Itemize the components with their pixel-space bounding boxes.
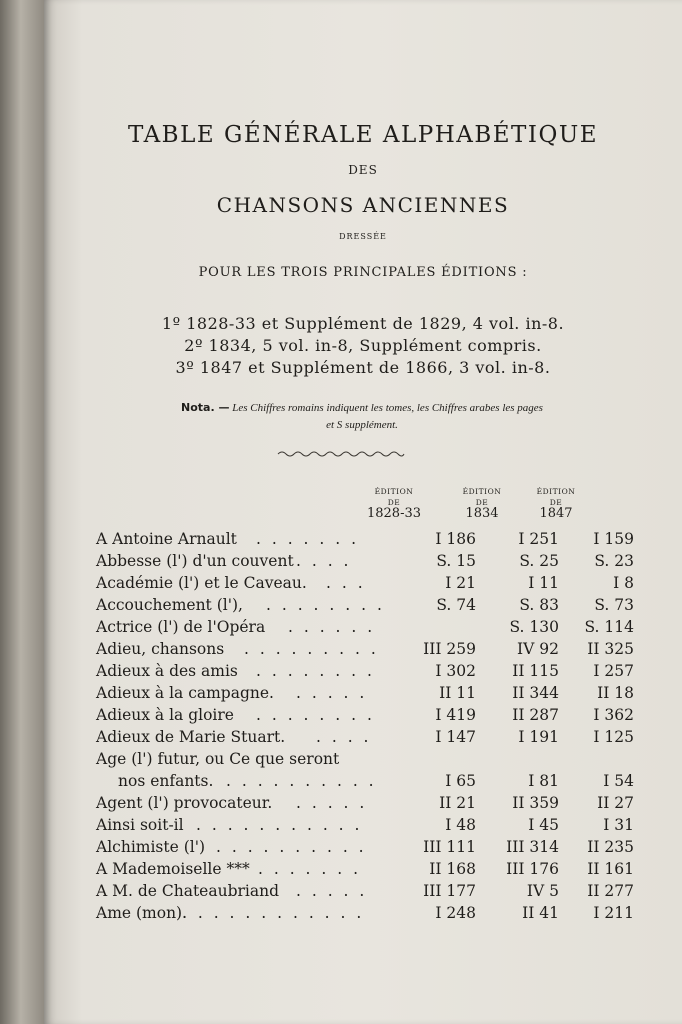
ref-1847: I 159 — [593, 530, 634, 548]
ref-1828: S. 74 — [436, 596, 476, 614]
column-header-1828 — [354, 486, 434, 519]
editions-heading: POUR LES TROIS PRINCIPALES ÉDITIONS : — [198, 265, 528, 280]
column-de-label: DE — [387, 498, 401, 507]
ref-1834: II 115 — [512, 662, 559, 680]
song-title: Actrice (l') de l'Opéra — [96, 618, 266, 636]
song-title: Adieux de Marie Stuart. — [96, 728, 286, 746]
leader-dots: . . . . . . . . . . — [216, 838, 367, 856]
ref-1847: I 8 — [613, 574, 634, 592]
edition-line-1: 1º 1828-33 et Supplément de 1829, 4 vol. in-8. — [161, 314, 565, 333]
column-header-1834 — [442, 486, 522, 519]
leader-dots: . . . . . — [296, 794, 368, 812]
ref-1847: I 362 — [593, 706, 634, 724]
table-row — [96, 662, 656, 684]
ref-1847: S. 23 — [594, 552, 634, 570]
ref-1828: I 302 — [435, 662, 476, 680]
title-dressee: DRESSÉE — [339, 232, 387, 241]
table-row — [96, 552, 656, 574]
ref-1828: III 111 — [423, 838, 476, 856]
song-title: Adieux à la campagne. — [96, 684, 274, 702]
nota-line-2: et S supplément. — [326, 419, 398, 431]
table-row — [96, 882, 656, 904]
ref-1834: IV 92 — [517, 640, 559, 658]
song-title: A Antoine Arnault — [96, 530, 237, 548]
song-title: Adieux à des amis — [96, 662, 238, 680]
ref-1834: III 176 — [506, 860, 559, 878]
column-edition-label: ÉDITION — [374, 487, 414, 496]
leader-dots: . . . . — [296, 552, 352, 570]
ref-1847: I 54 — [603, 772, 634, 790]
ref-1834: III 314 — [506, 838, 559, 856]
ref-1847: I 257 — [593, 662, 634, 680]
ref-1828: I 419 — [435, 706, 476, 724]
nota-line-1: Les Chiffres romains indiquent les tomes, les Chiffres arabes les pages — [232, 402, 543, 414]
ref-1828: I 21 — [445, 574, 476, 592]
song-title: Accouchement (l'), — [96, 596, 243, 614]
ref-1828: I 48 — [445, 816, 476, 834]
ref-1847: II 27 — [597, 794, 634, 812]
song-title: Académie (l') et le Caveau. — [96, 574, 307, 592]
column-year: 1847 — [539, 506, 573, 521]
table-row — [96, 640, 656, 662]
song-title: nos enfants. — [118, 772, 214, 790]
table-row — [96, 860, 656, 882]
leader-dots: . . . . . . — [288, 618, 376, 636]
ref-1828: I 147 — [435, 728, 476, 746]
ref-1847: S. 114 — [584, 618, 634, 636]
edition-line-2: 2º 1834, 5 vol. in-8, Supplément compris. — [184, 336, 542, 355]
song-title: Adieux à la gloire — [96, 706, 234, 724]
leader-dots: . . . . . — [296, 882, 368, 900]
page-title: TABLE GÉNÉRALE ALPHABÉTIQUE — [127, 122, 599, 148]
leader-dots: . . . . . . . . — [266, 596, 385, 614]
ref-1828: I 248 — [435, 904, 476, 922]
leader-dots: . . . . . . . . . . — [226, 772, 377, 790]
song-title: A Mademoiselle *** — [96, 860, 250, 878]
table-row — [96, 684, 656, 706]
left-page-edge — [0, 0, 46, 1024]
ref-1847: I 125 — [593, 728, 634, 746]
column-de-label: DE — [549, 498, 563, 507]
ref-1828: III 177 — [423, 882, 476, 900]
ref-1834: IV 5 — [526, 882, 559, 900]
ref-1847: II 161 — [587, 860, 634, 878]
leader-dots: . . . . . . . . . . . . — [182, 904, 365, 922]
column-de-label: DE — [475, 498, 489, 507]
leader-dots: . . . . . . . . — [256, 662, 375, 680]
leader-dots: . . . . . — [296, 684, 368, 702]
nota-note — [112, 399, 612, 434]
ref-1834: I 191 — [518, 728, 559, 746]
table-row — [96, 794, 656, 816]
column-edition-label: ÉDITION — [536, 487, 576, 496]
ref-1847: I 31 — [603, 816, 634, 834]
ref-1828: II 11 — [439, 684, 476, 702]
song-title: Abbesse (l') d'un couvent — [96, 552, 294, 570]
ref-1847: II 325 — [587, 640, 634, 658]
ref-1834: S. 130 — [509, 618, 559, 636]
table-row — [96, 750, 656, 772]
leader-dots: . . . . . . . — [258, 860, 362, 878]
song-title: Ainsi soit-il — [96, 816, 184, 834]
leader-dots: . . . . . . . . . . . — [196, 816, 363, 834]
leader-dots: . . . — [326, 574, 366, 592]
table-row — [96, 596, 656, 618]
table-row — [96, 838, 656, 860]
ref-1834: II 41 — [522, 904, 559, 922]
ref-1828: II 21 — [439, 794, 476, 812]
song-title: A M. de Chateaubriand — [96, 882, 280, 900]
ref-1834: I 45 — [528, 816, 559, 834]
table-row — [96, 816, 656, 838]
book-page — [44, 0, 682, 1024]
song-title: Age (l') futur, ou Ce que seront — [96, 750, 340, 768]
ref-1834: S. 83 — [519, 596, 559, 614]
ref-1834: I 251 — [518, 530, 559, 548]
ref-1834: I 11 — [528, 574, 559, 592]
column-header-1847 — [516, 486, 596, 519]
column-year: 1828-33 — [366, 506, 422, 521]
leader-dots: . . . . . . . . . — [244, 640, 379, 658]
leader-dots: . . . . . . . — [256, 530, 360, 548]
ornament-divider — [276, 448, 406, 460]
table-row — [96, 772, 656, 794]
ref-1828: S. 15 — [436, 552, 476, 570]
ref-1847: II 277 — [587, 882, 634, 900]
table-row — [96, 728, 656, 750]
leader-dots: . . . . — [316, 728, 372, 746]
table-row — [96, 904, 656, 926]
table-row — [96, 574, 656, 596]
ref-1847: S. 73 — [594, 596, 634, 614]
ref-1847: II 235 — [587, 838, 634, 856]
ref-1828: I 65 — [445, 772, 476, 790]
ref-1828: II 168 — [429, 860, 476, 878]
column-year: 1834 — [465, 506, 499, 521]
ref-1834: II 287 — [512, 706, 559, 724]
table-row — [96, 706, 656, 728]
ref-1834: II 359 — [512, 794, 559, 812]
edition-line-3: 3º 1847 et Supplément de 1866, 3 vol. in-8. — [175, 358, 551, 377]
table-row — [96, 618, 656, 640]
ref-1834: I 81 — [528, 772, 559, 790]
title-des: DES — [348, 163, 378, 177]
song-title: Adieu, chansons — [96, 640, 225, 658]
song-title: Alchimiste (l') — [96, 838, 206, 856]
page-subtitle: CHANSONS ANCIENNES — [216, 193, 510, 217]
ref-1834: II 344 — [512, 684, 559, 702]
ref-1847: I 211 — [593, 904, 634, 922]
ref-1847: II 18 — [597, 684, 634, 702]
song-title: Ame (mon). — [96, 904, 188, 922]
column-edition-label: ÉDITION — [462, 487, 502, 496]
song-title: Agent (l') provocateur. — [96, 794, 273, 812]
nota-label: Nota. — — [181, 401, 230, 414]
table-row — [96, 530, 656, 552]
leader-dots: . . . . . . . . — [256, 706, 375, 724]
ref-1834: S. 25 — [519, 552, 559, 570]
ref-1828: I 186 — [435, 530, 476, 548]
ref-1828: III 259 — [423, 640, 476, 658]
